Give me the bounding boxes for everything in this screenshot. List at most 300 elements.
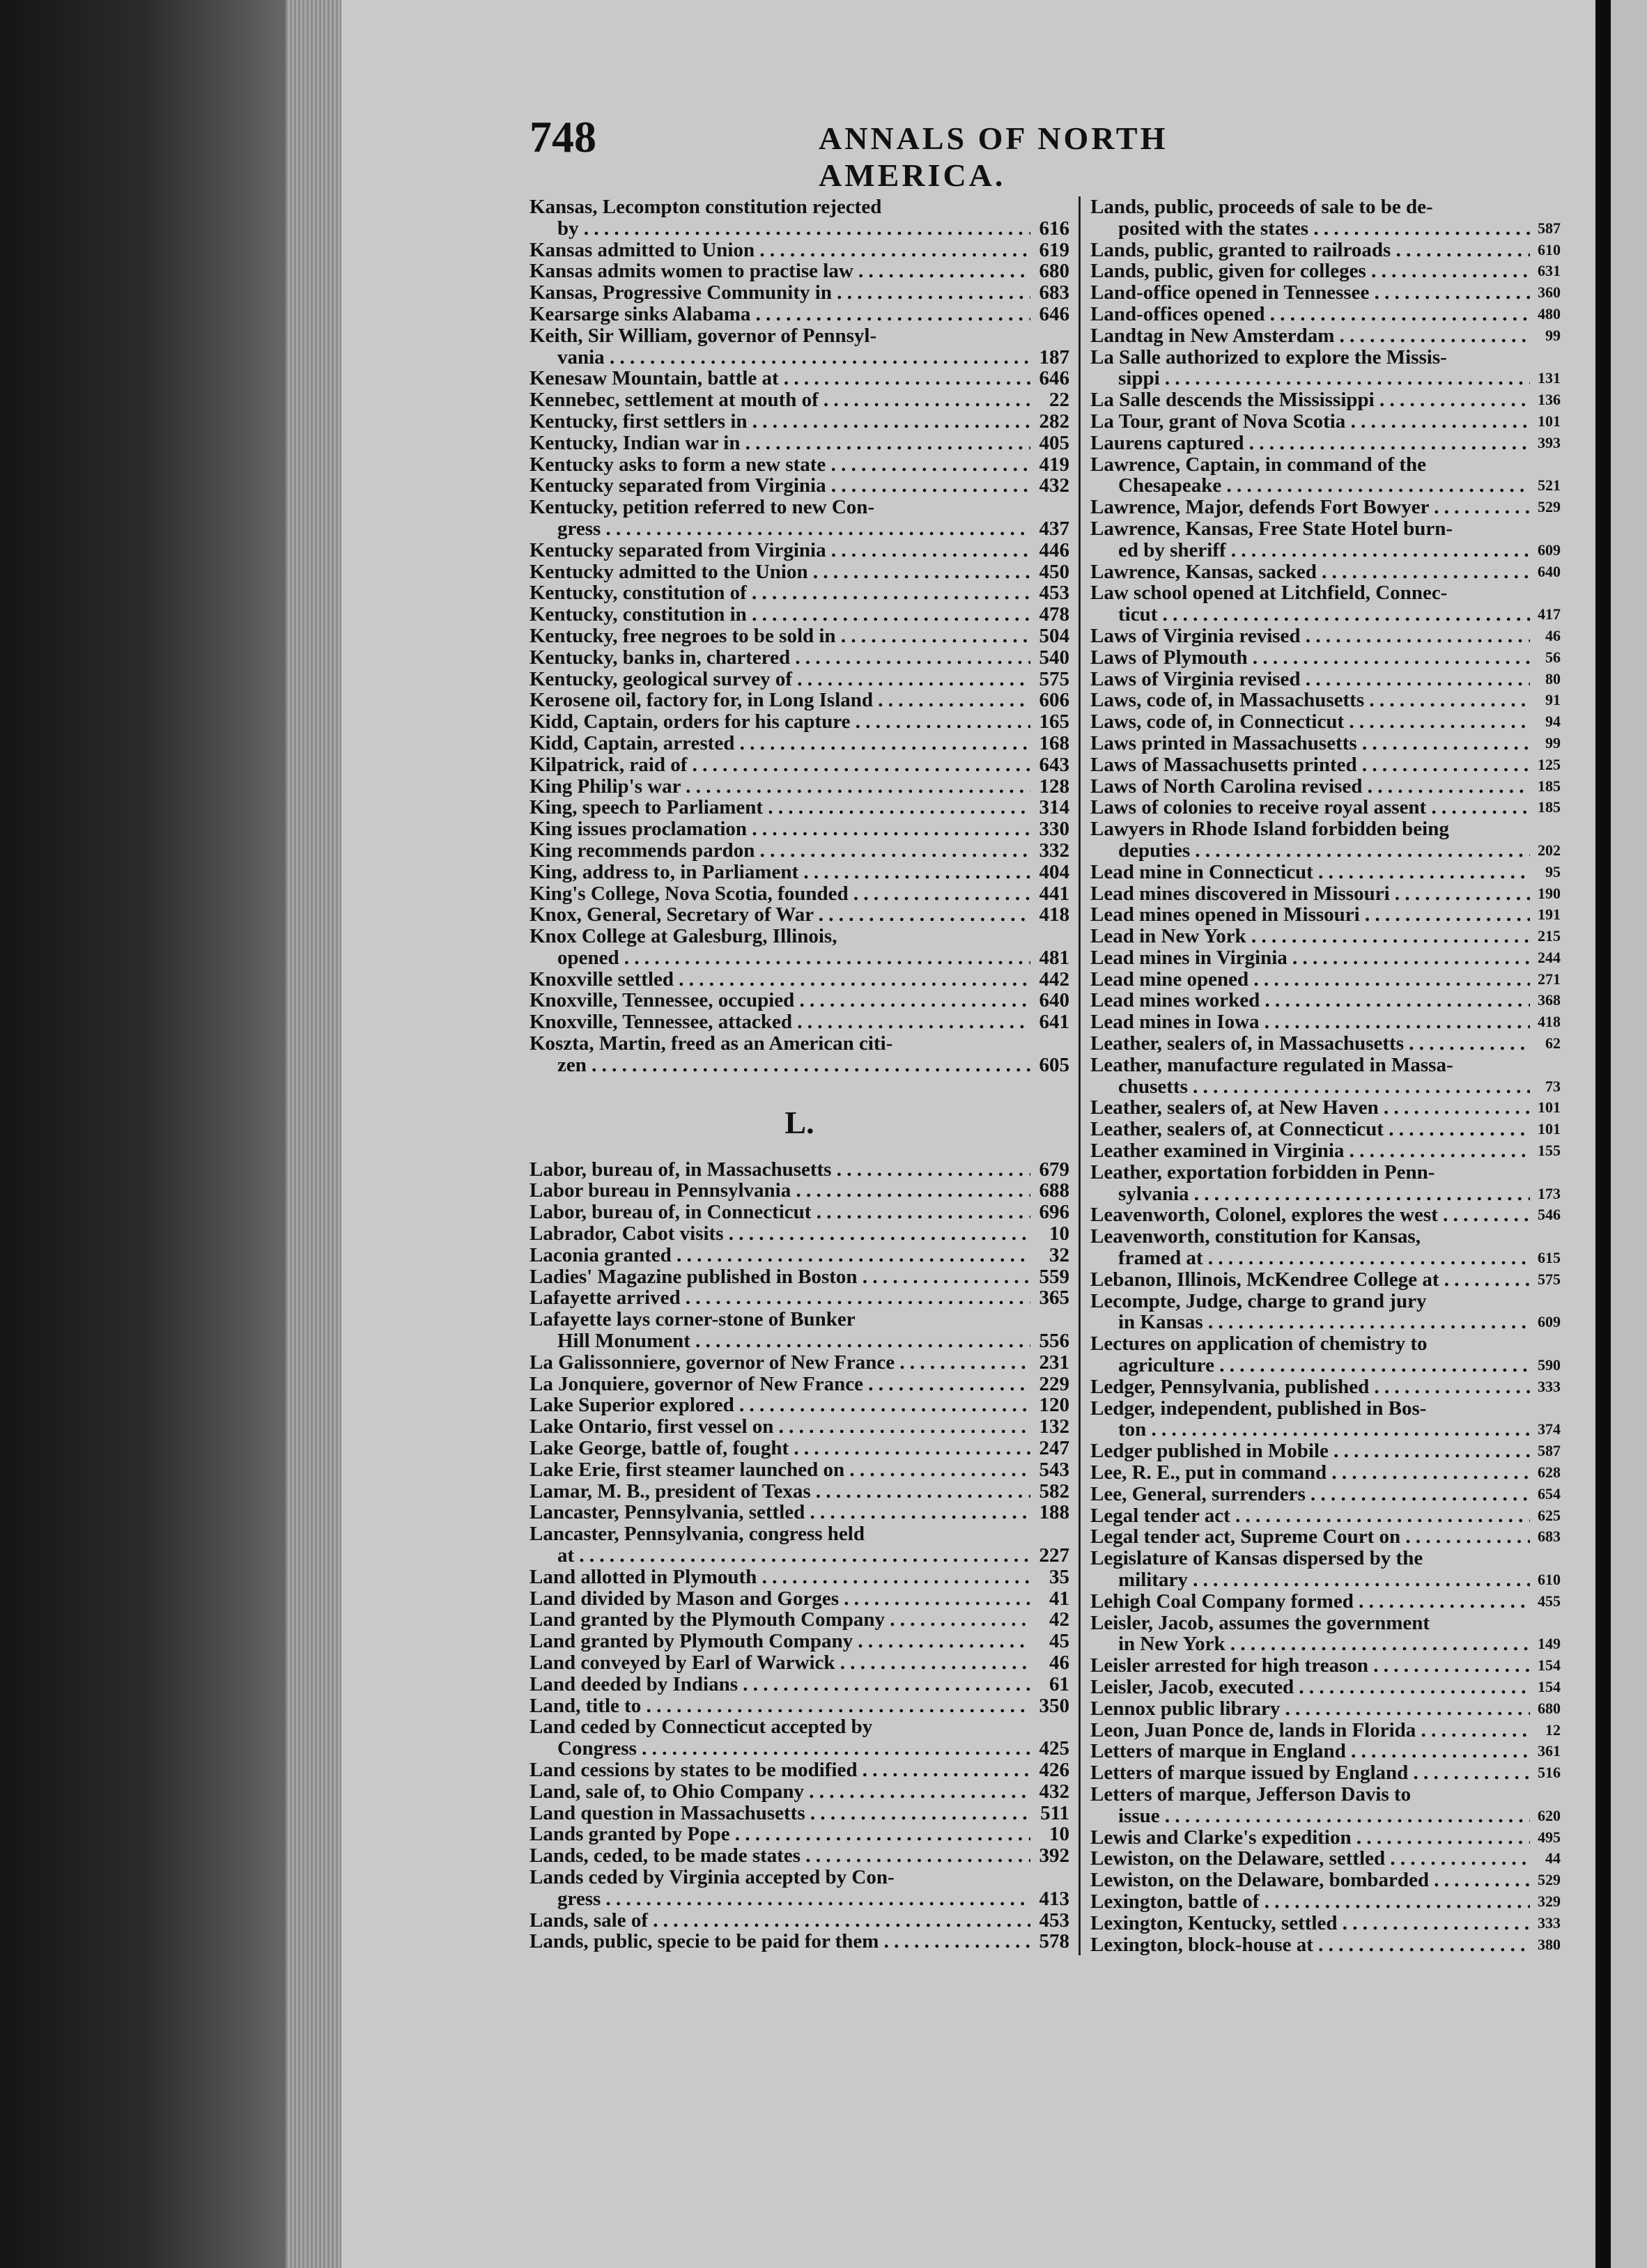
index-entry bbox=[529, 626, 1069, 647]
entry-text: Kansas, Lecompton constitution rejected bbox=[529, 196, 882, 218]
index-entry bbox=[529, 304, 1069, 325]
index-entry bbox=[1090, 1269, 1561, 1291]
index-entry bbox=[529, 454, 1069, 476]
index-entry bbox=[1090, 1913, 1561, 1934]
page-ref: 101 bbox=[1538, 412, 1561, 430]
entry-text: Leather, sealers of, at New Haven . . . bbox=[1090, 1097, 1530, 1119]
entry-text: Legal tender act, Supreme Court on . . . bbox=[1090, 1526, 1530, 1548]
entry-text: Lafayette lays corner-stone of Bunker bbox=[529, 1309, 856, 1331]
page-ref: 680 bbox=[1538, 1699, 1561, 1717]
entry-continuation: military . . . bbox=[1118, 1569, 1530, 1591]
page-ref: 679 bbox=[1039, 1158, 1069, 1181]
index-entry bbox=[529, 797, 1069, 818]
index-entry bbox=[529, 669, 1069, 690]
entry-text: Kidd, Captain, orders for his capture . . . bbox=[529, 711, 1030, 733]
page-ref: 12 bbox=[1545, 1721, 1561, 1739]
page-ref: 404 bbox=[1039, 860, 1069, 883]
page-ref: 683 bbox=[1039, 281, 1069, 304]
entry-text: Lead mines opened in Missouri . . . bbox=[1090, 904, 1530, 926]
page-ref: 609 bbox=[1538, 541, 1561, 559]
entry-text: Kentucky, constitution in . . . bbox=[529, 604, 1030, 626]
index-entry bbox=[529, 1609, 1069, 1631]
facing-page-edge bbox=[1611, 0, 1647, 2268]
index-entry bbox=[1090, 990, 1561, 1011]
entry-text: Land allotted in Plymouth . . . bbox=[529, 1567, 1030, 1588]
index-entry bbox=[1090, 1011, 1561, 1033]
index-entry bbox=[1090, 1055, 1561, 1098]
index-entry bbox=[1090, 818, 1561, 862]
entry-text: Lee, General, surrenders . . . bbox=[1090, 1484, 1530, 1505]
page-ref: 185 bbox=[1538, 777, 1561, 795]
index-entry bbox=[1090, 347, 1561, 390]
page-ref: 606 bbox=[1039, 689, 1069, 712]
entry-text: La Salle authorized to explore the Missis- bbox=[1090, 346, 1447, 368]
page-ref: 605 bbox=[1039, 1053, 1069, 1076]
entry-text: Land granted by the Plymouth Company . . . bbox=[529, 1609, 1030, 1631]
page-ref: 188 bbox=[1039, 1501, 1069, 1524]
entry-text: Lands ceded by Virginia accepted by Con- bbox=[529, 1866, 895, 1888]
page-ref: 332 bbox=[1039, 839, 1069, 862]
entry-text: Knoxville, Tennessee, occupied . . . bbox=[529, 990, 1030, 1011]
index-entry bbox=[529, 690, 1069, 711]
entry-text: Kentucky, geological survey of . . . bbox=[529, 669, 1030, 690]
index-entry bbox=[529, 1266, 1069, 1288]
page-ref: 10 bbox=[1049, 1823, 1069, 1846]
index-entry bbox=[1090, 1484, 1561, 1505]
entry-continuation: gress . . . bbox=[557, 1888, 1030, 1910]
entry-text: Lexington, Kentucky, settled . . . bbox=[1090, 1913, 1530, 1934]
index-entry bbox=[529, 1459, 1069, 1481]
index-entry bbox=[1090, 240, 1561, 261]
page-ref: 46 bbox=[1049, 1652, 1069, 1674]
entry-text: Kansas admitted to Union . . . bbox=[529, 240, 1030, 261]
entry-text: Kentucky separated from Virginia . . . bbox=[529, 540, 1030, 561]
index-entry bbox=[529, 582, 1069, 604]
entry-text: Leather, sealers of, in Massachusetts . . . bbox=[1090, 1033, 1530, 1055]
page-ref: 227 bbox=[1039, 1544, 1069, 1567]
section-letter-l: L. bbox=[784, 1104, 814, 1140]
page-ref: 437 bbox=[1039, 517, 1069, 540]
index-entry bbox=[529, 261, 1069, 282]
entry-text: Lead mine opened . . . bbox=[1090, 969, 1530, 991]
page-ref: 380 bbox=[1538, 1935, 1561, 1953]
page-ref: 688 bbox=[1039, 1179, 1069, 1202]
index-entry bbox=[1090, 690, 1561, 711]
page-ref: 41 bbox=[1049, 1587, 1069, 1610]
page-ref: 314 bbox=[1039, 796, 1069, 819]
page-ref: 620 bbox=[1538, 1806, 1561, 1824]
entry-text: Letters of marque in England . . . bbox=[1090, 1741, 1530, 1762]
entry-text: Lake Superior explored . . . bbox=[529, 1395, 1030, 1416]
index-entry bbox=[1090, 325, 1561, 347]
entry-text: Kentucky, constitution of . . . bbox=[529, 582, 1030, 604]
entry-text: Lancaster, Pennsylvania, settled . . . bbox=[529, 1502, 1030, 1523]
running-header bbox=[529, 111, 1354, 193]
index-entry bbox=[529, 1803, 1069, 1824]
page-ref: 625 bbox=[1538, 1506, 1561, 1524]
index-entry bbox=[1090, 454, 1561, 497]
page-ref: 333 bbox=[1538, 1377, 1561, 1395]
entry-text: Laws of North Carolina revised . . . bbox=[1090, 776, 1530, 798]
entry-continuation: ticut . . . bbox=[1118, 604, 1530, 626]
index-entry bbox=[1090, 1741, 1561, 1762]
page-ref: 125 bbox=[1538, 755, 1561, 773]
page-ref: 128 bbox=[1039, 775, 1069, 798]
entry-text: King, speech to Parliament . . . bbox=[529, 797, 1030, 818]
l-entries bbox=[529, 1159, 1069, 1952]
index-entry bbox=[529, 1502, 1069, 1523]
page-ref: 215 bbox=[1538, 927, 1561, 945]
entry-text: Kilpatrick, raid of . . . bbox=[529, 754, 1030, 776]
page-ref: 446 bbox=[1039, 538, 1069, 561]
entry-text: Leather, sealers of, at Connecticut . . . bbox=[1090, 1119, 1530, 1140]
entry-text: Lennox public library . . . bbox=[1090, 1698, 1530, 1720]
entry-text: Labor, bureau of, in Massachusetts . . . bbox=[529, 1159, 1030, 1181]
page-ref: 405 bbox=[1039, 431, 1069, 454]
index-entry bbox=[529, 1824, 1069, 1845]
entry-text: Lexington, block-house at . . . bbox=[1090, 1934, 1530, 1956]
entry-text: Lead mines in Iowa . . . bbox=[1090, 1011, 1530, 1033]
page-ref: 628 bbox=[1538, 1463, 1561, 1482]
page-ref: 271 bbox=[1538, 970, 1561, 988]
index-entry bbox=[529, 711, 1069, 733]
page-ref: 374 bbox=[1538, 1420, 1561, 1438]
entry-text: Lead mines worked . . . bbox=[1090, 990, 1530, 1011]
entry-continuation: in Kansas . . . bbox=[1118, 1312, 1530, 1333]
entry-text: Labor bureau in Pennsylvania . . . bbox=[529, 1180, 1030, 1202]
entry-text: Laws of Massachusetts printed . . . bbox=[1090, 754, 1530, 776]
entry-text: Lecompte, Judge, charge to grand jury bbox=[1090, 1290, 1427, 1312]
right-entries bbox=[1090, 196, 1561, 1955]
page-ref: 62 bbox=[1545, 1034, 1561, 1053]
entry-text: Laws printed in Massachusetts . . . bbox=[1090, 733, 1530, 754]
index-entry bbox=[529, 990, 1069, 1011]
page-ref: 80 bbox=[1545, 669, 1561, 688]
entry-continuation: Hill Monument . . . bbox=[557, 1330, 1030, 1352]
index-entry bbox=[1090, 1398, 1561, 1441]
page-ref: 418 bbox=[1039, 903, 1069, 926]
index-entry bbox=[529, 1202, 1069, 1223]
index-entry bbox=[1090, 626, 1561, 647]
entry-text: Lead mines discovered in Missouri . . . bbox=[1090, 883, 1530, 905]
entry-text: Kentucky, first settlers in . . . bbox=[529, 411, 1030, 433]
index-entry bbox=[529, 1416, 1069, 1438]
entry-text: Lands, ceded, to be made states . . . bbox=[529, 1845, 1030, 1867]
entry-text: La Salle descends the Mississippi . . . bbox=[1090, 389, 1530, 411]
entry-text: Lafayette arrived . . . bbox=[529, 1287, 1030, 1309]
index-entry bbox=[1090, 926, 1561, 947]
index-entry bbox=[529, 1011, 1069, 1033]
entry-text: Lawrence, Kansas, Free State Hotel burn- bbox=[1090, 518, 1453, 540]
index-entry bbox=[529, 1760, 1069, 1781]
page-ref: 329 bbox=[1538, 1892, 1561, 1910]
index-entry bbox=[529, 240, 1069, 261]
entry-text: King recommends pardon . . . bbox=[529, 840, 1030, 862]
entry-text: Lancaster, Pennsylvania, congress held bbox=[529, 1523, 865, 1546]
page-ref: 22 bbox=[1049, 389, 1069, 412]
page-ref: 132 bbox=[1039, 1415, 1069, 1438]
index-entry bbox=[1090, 411, 1561, 433]
entry-text: Lake George, battle of, fought . . . bbox=[529, 1438, 1030, 1459]
page-ref: 546 bbox=[1538, 1206, 1561, 1224]
page-ref: 516 bbox=[1538, 1764, 1561, 1782]
entry-continuation: chusetts . . . bbox=[1118, 1076, 1530, 1098]
entry-text: Ladies' Magazine published in Boston . . . bbox=[529, 1266, 1030, 1288]
page-ref: 616 bbox=[1039, 217, 1069, 240]
index-entry bbox=[529, 904, 1069, 926]
index-entry bbox=[529, 475, 1069, 497]
entry-text: Kansas admits women to practise law . . . bbox=[529, 261, 1030, 282]
page-ref: 44 bbox=[1545, 1849, 1561, 1867]
page-ref: 101 bbox=[1538, 1098, 1561, 1117]
running-title: ANNALS OF NORTH AMERICA. bbox=[819, 121, 1168, 193]
page-ref: 441 bbox=[1039, 882, 1069, 905]
index-entry bbox=[529, 840, 1069, 862]
page-ref: 511 bbox=[1040, 1801, 1069, 1824]
index-entry bbox=[1090, 1162, 1561, 1205]
entry-text: Lead mines in Virginia . . . bbox=[1090, 947, 1530, 969]
entry-text: Kerosene oil, factory for, in Long Island . . . bbox=[529, 690, 1030, 711]
index-entry bbox=[1090, 582, 1561, 626]
index-entry bbox=[1090, 1462, 1561, 1484]
page-ref: 425 bbox=[1039, 1737, 1069, 1760]
entry-continuation: zen . . . bbox=[557, 1055, 1030, 1076]
index-entry bbox=[529, 1245, 1069, 1266]
entry-continuation: ed by sheriff . . . bbox=[1118, 540, 1530, 561]
page-ref: 244 bbox=[1538, 948, 1561, 966]
index-entry bbox=[1090, 1526, 1561, 1548]
page-ref: 615 bbox=[1538, 1249, 1561, 1267]
index-entry bbox=[529, 1695, 1069, 1717]
index-entry bbox=[529, 754, 1069, 776]
index-entry bbox=[529, 411, 1069, 433]
entry-text: Land-offices opened . . . bbox=[1090, 304, 1530, 325]
index-entry bbox=[1090, 797, 1561, 818]
index-entry bbox=[1090, 862, 1561, 883]
index-entry bbox=[529, 368, 1069, 389]
index-entry bbox=[529, 1309, 1069, 1352]
entry-text: Land deeded by Indians . . . bbox=[529, 1674, 1030, 1695]
entry-continuation: Chesapeake . . . bbox=[1118, 475, 1530, 497]
entry-text: Lee, R. E., put in command . . . bbox=[1090, 1462, 1530, 1484]
page-ref: 453 bbox=[1039, 582, 1069, 605]
page-ref: 582 bbox=[1039, 1479, 1069, 1502]
page-ref: 543 bbox=[1039, 1458, 1069, 1481]
index-entry bbox=[1090, 1140, 1561, 1162]
page-ref: 368 bbox=[1538, 991, 1561, 1009]
index-entry bbox=[1090, 754, 1561, 776]
entry-text: Knoxville, Tennessee, attacked . . . bbox=[529, 1011, 1030, 1033]
page-ref: 556 bbox=[1039, 1330, 1069, 1353]
page-ref: 417 bbox=[1538, 605, 1561, 623]
index-entry bbox=[1090, 647, 1561, 669]
entry-text: Lewiston, on the Delaware, bombarded . . . bbox=[1090, 1870, 1530, 1891]
page-ref: 190 bbox=[1538, 884, 1561, 902]
entry-text: Ledger, independent, published in Bos- bbox=[1090, 1397, 1427, 1420]
page-ref: 168 bbox=[1039, 731, 1069, 754]
entry-text: Kentucky, petition referred to new Con- bbox=[529, 497, 875, 518]
index-entry bbox=[1090, 1591, 1561, 1613]
entry-text: Lawrence, Kansas, sacked . . . bbox=[1090, 561, 1530, 583]
entry-continuation: at . . . bbox=[557, 1545, 1030, 1567]
page-ref: 154 bbox=[1538, 1656, 1561, 1675]
index-entry bbox=[1090, 261, 1561, 282]
entry-continuation: vania . . . bbox=[557, 347, 1030, 368]
index-entry bbox=[1090, 1204, 1561, 1226]
entry-text: Lebanon, Illinois, McKendree College at . . . bbox=[1090, 1269, 1530, 1291]
entry-text: Land question in Massachusetts . . . bbox=[529, 1803, 1030, 1824]
index-entry bbox=[1090, 433, 1561, 454]
index-entry bbox=[1090, 1870, 1561, 1891]
page-ref: 426 bbox=[1039, 1758, 1069, 1781]
index-entry bbox=[529, 1867, 1069, 1910]
entry-text: Knox, General, Secretary of War . . . bbox=[529, 904, 1030, 926]
k-entries bbox=[529, 196, 1069, 1076]
entry-text: Keith, Sir William, governor of Pennsyl- bbox=[529, 325, 877, 347]
page-ref: 609 bbox=[1538, 1313, 1561, 1331]
entry-text: Landtag in New Amsterdam . . . bbox=[1090, 325, 1530, 347]
page-ref: 95 bbox=[1545, 862, 1561, 880]
index-entry bbox=[529, 1910, 1069, 1932]
index-entry bbox=[1090, 711, 1561, 733]
index-entry bbox=[1090, 1376, 1561, 1398]
entry-text: Lawrence, Major, defends Fort Bowyer . . . bbox=[1090, 497, 1530, 518]
entry-text: Lands, public, proceeds of sale to be de- bbox=[1090, 196, 1433, 218]
page-ref: 35 bbox=[1049, 1565, 1069, 1588]
entry-text: Labor, bureau of, in Connecticut . . . bbox=[529, 1202, 1030, 1223]
entry-text: Law school opened at Litchfield, Connec- bbox=[1090, 582, 1448, 605]
entry-text: Laws of Virginia revised . . . bbox=[1090, 626, 1530, 647]
entry-text: Letters of marque issued by England . . . bbox=[1090, 1762, 1530, 1784]
index-entry bbox=[1090, 776, 1561, 798]
page-ref: 641 bbox=[1039, 1011, 1069, 1034]
entry-text: Koszta, Martin, freed as an American citi- bbox=[529, 1033, 893, 1055]
index-entry bbox=[1090, 389, 1561, 411]
entry-text: Kentucky separated from Virginia . . . bbox=[529, 475, 1030, 497]
entry-text: Lake Erie, first steamer launched on . . . bbox=[529, 1459, 1030, 1481]
entry-text: Lands, public, specie to be paid for them . . . bbox=[529, 1931, 1030, 1952]
index-entry bbox=[1090, 497, 1561, 518]
page-ref: 478 bbox=[1039, 603, 1069, 626]
entry-text: Knoxville settled . . . bbox=[529, 969, 1030, 991]
entry-text: Lectures on application of chemistry to bbox=[1090, 1333, 1428, 1356]
entry-continuation: sippi . . . bbox=[1118, 368, 1530, 389]
entry-text: Kentucky admitted to the Union . . . bbox=[529, 561, 1030, 583]
entry-text: Letters of marque, Jefferson Davis to bbox=[1090, 1783, 1412, 1805]
entry-text: La Tour, grant of Nova Scotia . . . bbox=[1090, 411, 1530, 433]
index-entry bbox=[529, 1287, 1069, 1309]
index-entry bbox=[1090, 904, 1561, 926]
page-ref: 91 bbox=[1545, 691, 1561, 709]
index-entry bbox=[1090, 1720, 1561, 1741]
index-entry bbox=[1090, 282, 1561, 304]
index-entry bbox=[1090, 1613, 1561, 1656]
index-entry bbox=[1090, 1333, 1561, 1376]
page-ref: 442 bbox=[1039, 968, 1069, 991]
index-entry bbox=[529, 1223, 1069, 1245]
page-ref: 94 bbox=[1545, 713, 1561, 731]
index-entry bbox=[1090, 1827, 1561, 1849]
entry-continuation: ton . . . bbox=[1118, 1419, 1530, 1440]
index-entry bbox=[1090, 1698, 1561, 1720]
page-ref: 365 bbox=[1039, 1287, 1069, 1310]
entry-text: Land ceded by Connecticut accepted by bbox=[529, 1716, 873, 1739]
page-ref: 529 bbox=[1538, 1871, 1561, 1889]
entry-continuation: posited with the states . . . bbox=[1118, 218, 1530, 240]
index-entry bbox=[1090, 1505, 1561, 1527]
page-ref: 229 bbox=[1039, 1372, 1069, 1395]
entry-text: King issues proclamation . . . bbox=[529, 818, 1030, 840]
page-ref: 45 bbox=[1049, 1630, 1069, 1653]
page-ref: 481 bbox=[1039, 946, 1069, 969]
index-entry bbox=[529, 1523, 1069, 1567]
entry-text: Lawrence, Captain, in command of the bbox=[1090, 453, 1426, 476]
page-ref: 99 bbox=[1545, 733, 1561, 752]
entry-continuation: agriculture . . . bbox=[1118, 1355, 1530, 1376]
entry-text: Laurens captured . . . bbox=[1090, 433, 1530, 454]
page-ref: 453 bbox=[1039, 1909, 1069, 1932]
index-entry bbox=[1090, 1848, 1561, 1870]
page-ref: 392 bbox=[1039, 1844, 1069, 1867]
page-ref: 495 bbox=[1538, 1828, 1561, 1846]
page-ref: 610 bbox=[1538, 240, 1561, 258]
index-entry bbox=[1090, 1655, 1561, 1677]
index-entry bbox=[529, 647, 1069, 669]
entry-text: Kearsarge sinks Alabama . . . bbox=[529, 304, 1030, 325]
book-spine bbox=[0, 0, 320, 2268]
index-entry bbox=[1090, 1784, 1561, 1827]
index-entry bbox=[529, 818, 1069, 840]
index-entry bbox=[529, 1674, 1069, 1695]
entry-continuation: deputies . . . bbox=[1118, 840, 1530, 862]
page-ref: 282 bbox=[1039, 410, 1069, 433]
page-ref: 330 bbox=[1039, 818, 1069, 841]
entry-text: Ledger published in Mobile . . . bbox=[1090, 1440, 1530, 1462]
page-ref: 640 bbox=[1538, 562, 1561, 580]
entry-text: Lawyers in Rhode Island forbidden being bbox=[1090, 818, 1449, 840]
page-ref: 173 bbox=[1538, 1184, 1561, 1202]
index-entry bbox=[529, 1033, 1069, 1076]
page-ref: 631 bbox=[1538, 262, 1561, 280]
entry-text: Land-office opened in Tennessee . . . bbox=[1090, 282, 1530, 304]
index-entry bbox=[1090, 1934, 1561, 1956]
page-ref: 455 bbox=[1538, 1592, 1561, 1610]
entry-text: Laws of colonies to receive royal assent . . . bbox=[1090, 797, 1530, 818]
entry-text: Lewis and Clarke's expedition . . . bbox=[1090, 1827, 1530, 1849]
index-entry bbox=[1090, 304, 1561, 325]
entry-text: Lands, sale of . . . bbox=[529, 1910, 1030, 1932]
index-entry bbox=[529, 282, 1069, 304]
index-entry bbox=[1090, 883, 1561, 905]
index-entry bbox=[529, 604, 1069, 626]
entry-text: Kentucky, banks in, chartered . . . bbox=[529, 647, 1030, 669]
page-edges bbox=[286, 0, 341, 2268]
page-ref: 361 bbox=[1538, 1742, 1561, 1760]
entry-text: Kentucky asks to form a new state . . . bbox=[529, 454, 1030, 476]
entry-continuation: by . . . bbox=[557, 218, 1030, 240]
page-ref: 231 bbox=[1039, 1351, 1069, 1374]
index-entry bbox=[529, 1352, 1069, 1374]
entry-text: Lake Ontario, first vessel on . . . bbox=[529, 1416, 1030, 1438]
page-ref: 419 bbox=[1039, 453, 1069, 476]
page-ref: 578 bbox=[1039, 1930, 1069, 1953]
entry-text: Land, sale of, to Ohio Company . . . bbox=[529, 1781, 1030, 1803]
page-ref: 393 bbox=[1538, 433, 1561, 451]
index-entry bbox=[529, 1567, 1069, 1588]
entry-text: Land conveyed by Earl of Warwick . . . bbox=[529, 1652, 1030, 1674]
entry-text: Leather, manufacture regulated in Massa- bbox=[1090, 1054, 1453, 1076]
entry-text: King's College, Nova Scotia, founded . . . bbox=[529, 883, 1030, 905]
